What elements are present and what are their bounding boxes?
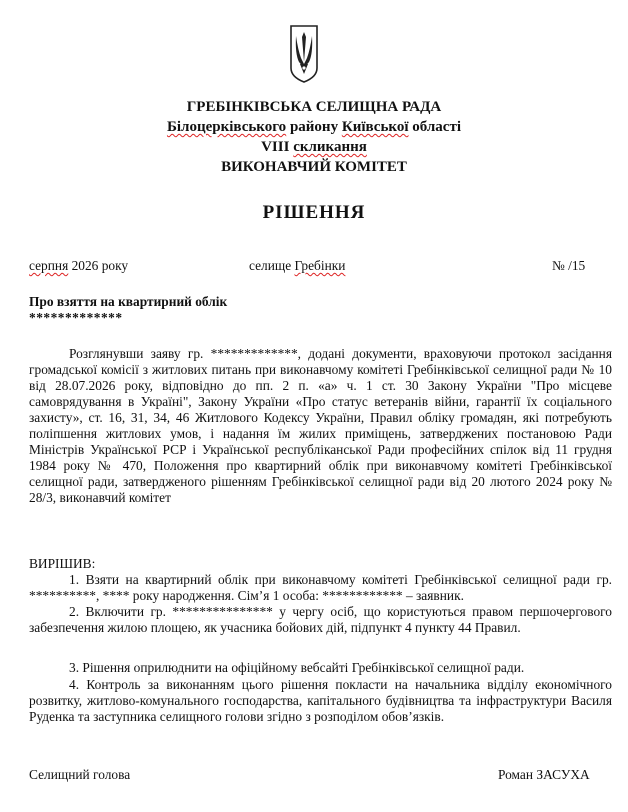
subject-redacted-name: *************: [29, 310, 123, 325]
resolution-item-4: 4. Контроль за виконанням цього рішення покласти на начальника відділу економічного розвитку, житлово-комунального господарства, капітального будівництва та інфраструктури Василя Руденка та заступника селищного голови згідно з розподілом обов’язків.: [29, 677, 612, 724]
resolution-item-1: 1. Взяти на квартирний облік при виконавчому комітеті Гребінківської селищної ради гр. **********, **** року народження. Сім’я 1 особа: ************ – заявник.: [29, 572, 612, 603]
district-line: Білоцерківського району Київської області: [166, 119, 462, 135]
decision-number: № /15: [552, 258, 586, 273]
council-header: [0, 97, 628, 177]
dateline: [0, 258, 628, 276]
trident-coat-of-arms-icon: [289, 24, 319, 84]
resolution-item-3: 3. Рішення оприлюднити на офіційному вебсайті Гребінківської селищної ради.: [69, 660, 525, 675]
signatory-name: Роман ЗАСУХА: [498, 767, 590, 782]
decision-subject: Про взяття на квартирний облік: [29, 294, 228, 309]
council-name: ГРЕБІНКІВСЬКА СЕЛИЩНА РАДА: [186, 99, 442, 115]
decision-place: селище Гребінки: [249, 258, 346, 273]
document-title: РІШЕННЯ: [262, 202, 366, 223]
resolution-item-2: 2. Включити гр. *************** у чергу осіб, що користуються правом першочергового забезпечення жилою площею, як учасника бойових дій, підпункт 4 пункту 44 Правил.: [29, 604, 612, 635]
executive-committee: ВИКОНАВЧИЙ КОМІТЕТ: [221, 159, 407, 175]
convocation-line: VIII скликання: [261, 139, 367, 155]
decision-date: серпня 2026 року: [29, 258, 129, 273]
signatory-position: Селищний голова: [29, 767, 131, 782]
preamble-paragraph: Розглянувши заяву гр. *************, додані документи, враховуючи протокол засідання громадської комісії з житлових питань при виконавчому комітеті Гребінківської селищної ради № 10 від 28.07.2026 року, відповідно до пп. 2 п. «а» ч. 1 ст. 30 Закону України "Про місцеве самоврядування в Україні", Закону України «Про статус ветеранів війни, гарантії їх соціального захисту», ст. 16, 31, 34, 46 Житлового Кодексу України, Правил обліку громадян, які потребують поліпшення житлових умов, і надання їм жилих приміщень, затверджених постановою Ради Міністрів Української РСР і Української республіканської Ради професійних спілок від 11 грудня 1984 року № 470, Положення про квартирний облік при виконавчому комітеті Гребінківської селищної ради, затвердженого рішенням Гребінківської селищної ради від 20 лютого 2024 року № 28/3, виконавчий комітет: [29, 346, 612, 505]
resolved-label: ВИРІШИВ:: [29, 556, 96, 571]
